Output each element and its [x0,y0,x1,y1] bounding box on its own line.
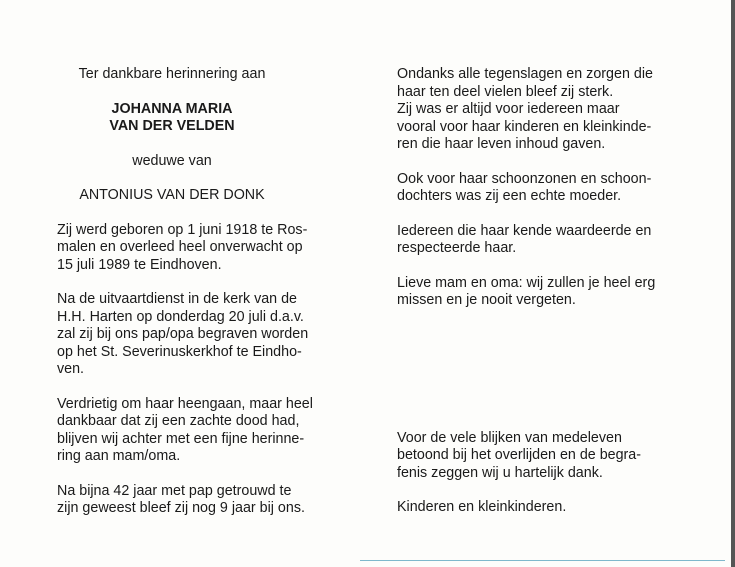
text-line: Na de uitvaartdienst in de kerk van de [57,291,298,307]
signature-line: Kinderen en kleinkinderen. [397,499,567,515]
text-line: dochters was zij een echte moeder. [397,188,622,204]
marriage-paragraph [57,483,325,518]
text-line: Ondanks alle tegenslagen en zorgen die [397,66,653,82]
text-line: H.H. Harten op donderdag 20 juli d.a.v. [57,308,304,325]
text-line: Ook voor haar schoonzonen en schoon- [397,170,652,187]
text-line: Zij was er altijd voor iedereen maar [397,101,620,117]
deceased-name-line1: JOHANNA MARIA [111,100,233,117]
card-edge-right [731,0,735,567]
text-line: ven. [57,361,85,377]
text-line: Na bijna 42 jaar met pap getrouwd te [57,482,292,499]
text-line: 15 juli 1989 te Eindhoven. [57,256,222,273]
text-line: Iedereen die haar kende waardeerde en [397,222,652,239]
text-line: Lieve mam en oma: wij zullen je heel erg [397,274,656,291]
text-line: op het St. Severinuskerkhof te Eindho- [57,343,302,360]
text-line: malen en overleed heel onverwacht op [57,239,303,255]
strength-paragraph [397,66,679,154]
in-laws-paragraph [397,171,679,206]
text-line: missen en je nooit vergeten. [397,292,576,308]
text-line: fenis zeggen wij u hartelijk dank. [397,464,603,481]
text-line: respecteerde haar. [397,240,517,256]
text-line: zal zij bij ons pap/opa begraven worden [57,326,309,342]
spouse-name: ANTONIUS VAN DER DONK [79,187,265,203]
birth-death-paragraph [57,222,325,275]
text-line: dankbaar dat zij een zachte dood had, [57,413,300,429]
text-line: Zij werd geboren op 1 juni 1918 te Ros- [57,221,308,238]
text-line: haar ten deel vielen bleef zij sterk. [397,83,614,100]
text-line: betoond bij het overlijden en de begra- [397,447,642,463]
text-line: zijn geweest bleef zij nog 9 jaar bij ons. [57,500,305,516]
text-line: Voor de vele blijken van medeleven [397,429,622,446]
right-column [397,66,679,517]
funeral-paragraph [57,291,325,379]
widow-of-line: weduwe van [132,152,212,169]
text-line: ren die haar leven inhoud gaven. [397,136,606,152]
left-column [57,66,325,518]
deceased-name-line2: VAN DER VELDEN [109,118,235,134]
appreciation-paragraph [397,223,679,258]
text-line: vooral voor haar kinderen en kleinkinde- [397,118,652,135]
card-edge-bottom [360,560,725,561]
text-line: Verdrietig om haar heengaan, maar heel [57,395,313,412]
grief-paragraph [57,396,325,466]
farewell-paragraph [397,275,679,310]
intro-line: Ter dankbare herinnering aan [78,66,266,82]
text-line: ring aan mam/oma. [57,448,181,464]
text-line: blijven wij achter met een fijne herinne- [57,430,305,447]
thanks-paragraph [397,430,679,483]
